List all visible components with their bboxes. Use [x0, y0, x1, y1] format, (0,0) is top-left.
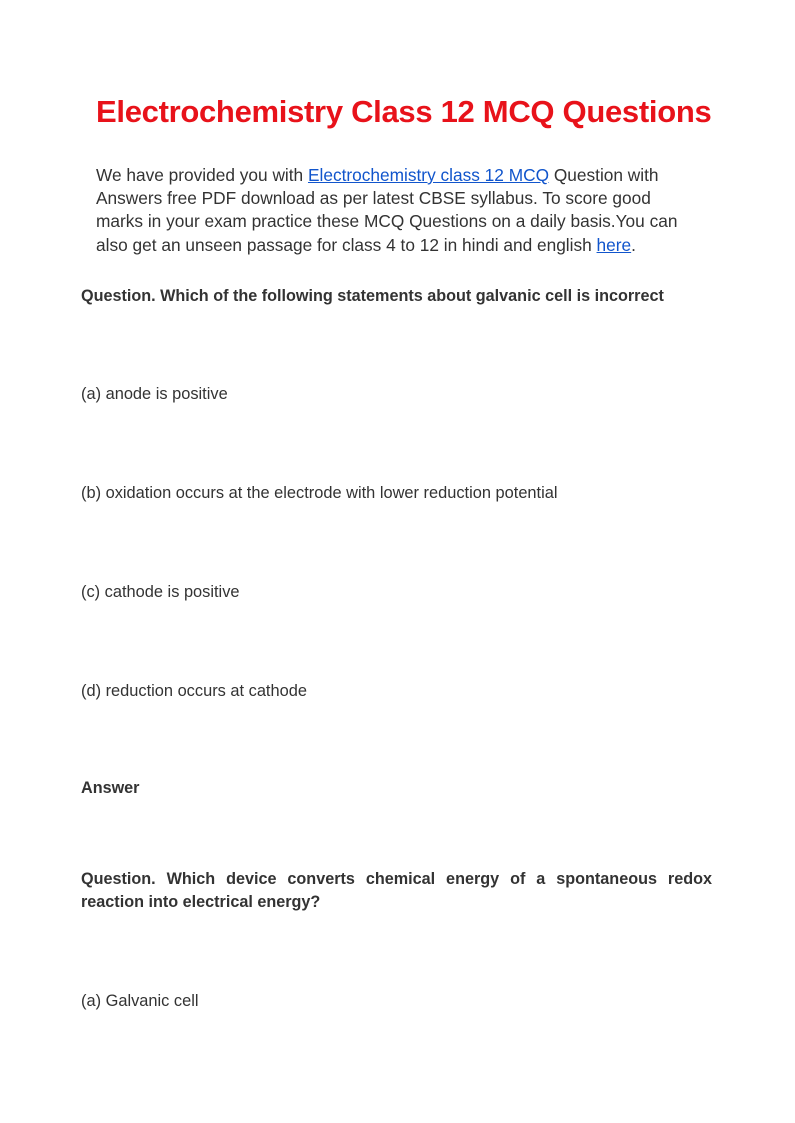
- question-1: Question. Which of the following statements about galvanic cell is incorrect: [81, 287, 664, 305]
- question-1-option-b: (b) oxidation occurs at the electrode with lower reduction potential: [81, 484, 558, 502]
- question-1-option-c: (c) cathode is positive: [81, 583, 240, 601]
- electrochemistry-mcq-link[interactable]: Electrochemistry class 12 MCQ: [307, 165, 550, 185]
- question-2-option-a: (a) Galvanic cell: [81, 992, 199, 1010]
- here-link[interactable]: here: [596, 234, 632, 255]
- intro-text-end: .: [631, 234, 636, 255]
- intro-text-middle: Question with Answers free PDF download as per latest CBSE syllabus. To score good marks in your exam practice these MCQ Questions on a daily basis.You can also get an unseen passage for class 4 to 12 in hindi and english: [96, 165, 678, 255]
- intro-text-start: We have provided you with: [96, 165, 308, 185]
- question-1-option-d: (d) reduction occurs at cathode: [81, 682, 307, 700]
- question-1-option-a: (a) anode is positive: [81, 385, 228, 403]
- question-2: Question. Which device converts chemical energy of a spontaneous redox reaction into electrical energy?: [81, 870, 712, 911]
- question-1-answer-toggle[interactable]: Answer: [81, 779, 140, 797]
- intro-paragraph: [96, 164, 696, 257]
- page-title: Electrochemistry Class 12 MCQ Questions: [96, 94, 712, 129]
